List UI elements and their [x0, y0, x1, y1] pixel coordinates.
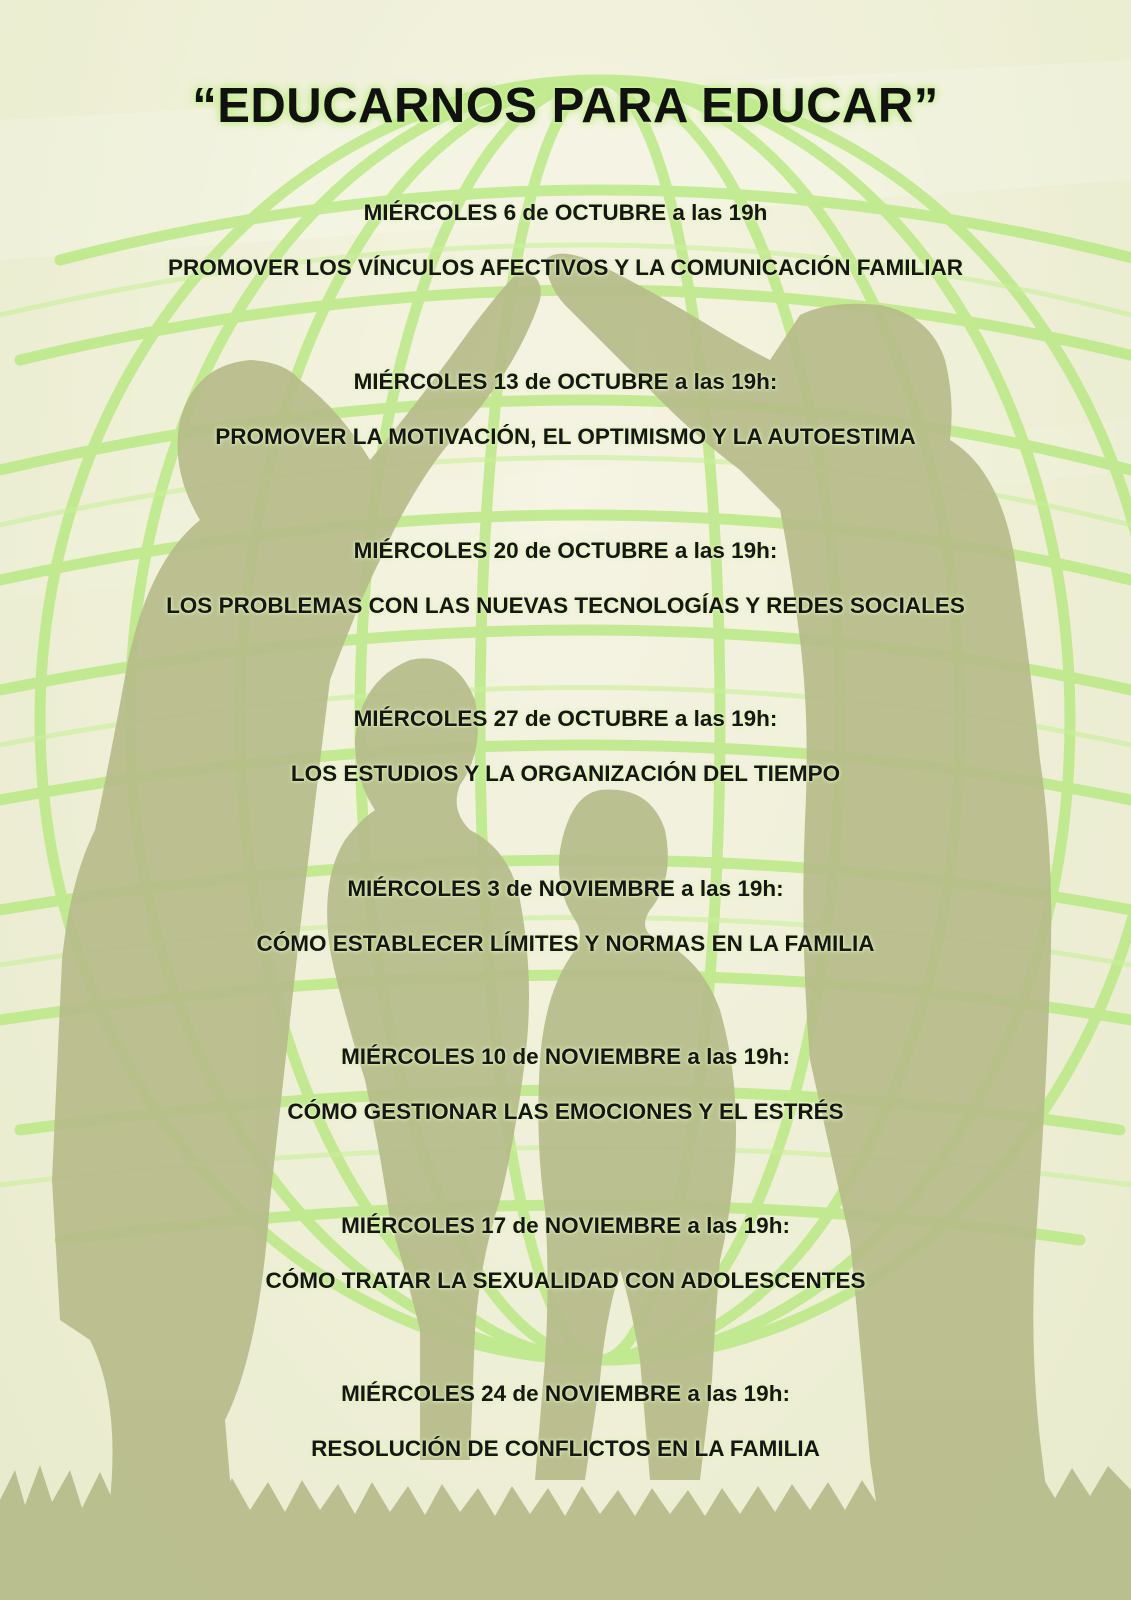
event-item: [0, 1213, 1131, 1294]
event-item: [0, 369, 1131, 450]
event-topic: CÓMO ESTABLECER LÍMITES Y NORMAS EN LA FAMILIA: [256, 931, 875, 956]
event-item: [0, 538, 1131, 619]
event-item: [0, 200, 1131, 281]
event-topic: PROMOVER LA MOTIVACIÓN, EL OPTIMISMO Y LA AUTOESTIMA: [215, 424, 916, 449]
poster-title: “EDUCARNOS PARA EDUCAR”: [192, 79, 939, 133]
event-date: MIÉRCOLES 17 de NOVIEMBRE a las 19h:: [341, 1213, 790, 1238]
event-topic: PROMOVER LOS VÍNCULOS AFECTIVOS Y LA COMUNICACIÓN FAMILIAR: [167, 255, 964, 280]
event-item: [0, 1381, 1131, 1462]
event-date: MIÉRCOLES 3 de NOVIEMBRE a las 19h:: [347, 876, 784, 901]
event-date: MIÉRCOLES 24 de NOVIEMBRE a las 19h:: [341, 1381, 790, 1406]
event-date: MIÉRCOLES 27 de OCTUBRE a las 19h:: [353, 706, 778, 731]
event-item: [0, 1044, 1131, 1125]
event-date: MIÉRCOLES 6 de OCTUBRE a las 19h: [363, 200, 768, 225]
event-topic: CÓMO GESTIONAR LAS EMOCIONES Y EL ESTRÉS: [287, 1099, 844, 1124]
event-date: MIÉRCOLES 10 de NOVIEMBRE a las 19h:: [341, 1044, 790, 1069]
event-topic: LOS PROBLEMAS CON LAS NUEVAS TECNOLOGÍAS Y REDES SOCIALES: [166, 593, 965, 618]
event-topic: RESOLUCIÓN DE CONFLICTOS EN LA FAMILIA: [311, 1436, 820, 1461]
event-date: MIÉRCOLES 13 de OCTUBRE a las 19h:: [353, 369, 778, 394]
event-item: [0, 876, 1131, 957]
event-topic: LOS ESTUDIOS Y LA ORGANIZACIÓN DEL TIEMPO: [290, 761, 841, 786]
event-item: [0, 706, 1131, 787]
event-date: MIÉRCOLES 20 de OCTUBRE a las 19h:: [353, 538, 778, 563]
event-topic: CÓMO TRATAR LA SEXUALIDAD CON ADOLESCENTES: [265, 1268, 866, 1293]
